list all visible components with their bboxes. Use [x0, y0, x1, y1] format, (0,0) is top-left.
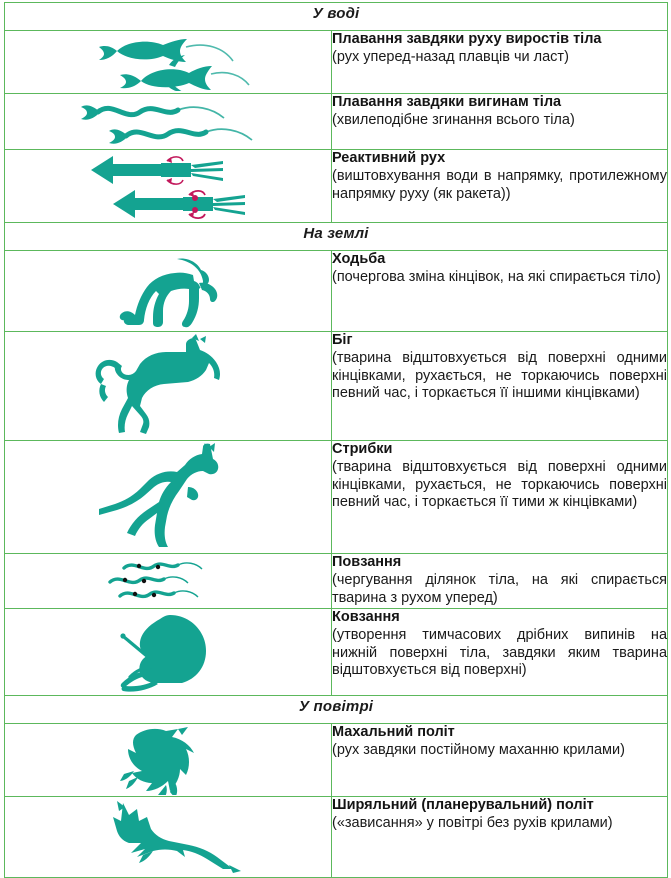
movement-title: Ковзання	[332, 609, 400, 625]
section-header-land	[5, 223, 668, 251]
text-cell-jet-propulsion	[332, 150, 668, 223]
section-header-air-label: У повітрі	[5, 696, 668, 724]
icon-cell-flapping-bird	[5, 724, 332, 797]
worms-icon	[5, 554, 331, 608]
icon-cell-baboon	[5, 251, 332, 332]
icon-cell-kangaroo	[5, 441, 332, 554]
kangaroo-icon	[5, 441, 331, 553]
text-cell-crawling	[332, 554, 668, 609]
movement-title: Повзання	[332, 554, 402, 570]
table-row	[5, 441, 668, 554]
table-row	[5, 609, 668, 696]
two-eels-icon	[5, 94, 331, 149]
icon-cell-two-fish	[5, 31, 332, 94]
movement-title: Ходьба	[332, 251, 386, 267]
table-row	[5, 797, 668, 878]
table-row	[5, 724, 668, 797]
section-header-water	[5, 3, 668, 31]
movement-description: (утворення тимчасових дрібних випинів на нижній поверхні тіла, завдяки яким тварина відштовхується від поверхні)	[332, 627, 668, 678]
movement-title: Реактивний рух	[332, 150, 446, 166]
movement-description: (хвилеподібне згинання всього тіла)	[332, 112, 575, 129]
movement-title: Біг	[332, 332, 353, 348]
movement-description: (рух уперед-назад плавців чи ласт)	[332, 49, 569, 66]
icon-cell-worms	[5, 554, 332, 609]
icon-cell-snail	[5, 609, 332, 696]
text-cell-jumping	[332, 441, 668, 554]
two-squid-icon	[5, 150, 331, 222]
flapping-bird-icon	[5, 724, 331, 796]
horse-icon	[5, 332, 331, 440]
text-cell-walking	[332, 251, 668, 332]
movement-description: (рух завдяки постійному маханню крилами)	[332, 742, 625, 759]
icon-cell-soaring-eagle	[5, 797, 332, 878]
movement-description: («зависання» у повітрі без рухів крилами)	[332, 815, 613, 832]
icon-cell-two-squid	[5, 150, 332, 223]
text-cell-flapping-flight	[332, 724, 668, 797]
icon-cell-horse	[5, 332, 332, 441]
table-row	[5, 554, 668, 609]
movement-description: (чергування ділянок тіла, на які спирається тварина з рухом уперед)	[332, 572, 668, 606]
movement-description: (тварина відштовхується від поверхні одними кінцівками, рухається, не торкаючись поверхні певний час, і торкається її тими ж кінцівками)	[332, 459, 668, 510]
movement-title: Плавання завдяки руху виростів тіла	[332, 31, 602, 47]
movement-title: Стрибки	[332, 441, 393, 457]
text-cell-swimming-appendages	[332, 31, 668, 94]
text-cell-soaring-flight	[332, 797, 668, 878]
text-cell-running	[332, 332, 668, 441]
section-header-water-label: У воді	[5, 3, 668, 31]
table-row	[5, 251, 668, 332]
table-row	[5, 31, 668, 94]
text-cell-gliding	[332, 609, 668, 696]
table-row	[5, 94, 668, 150]
section-header-air	[5, 696, 668, 724]
snail-icon	[5, 609, 331, 695]
section-header-land-label: На землі	[5, 223, 668, 251]
icon-cell-two-eels	[5, 94, 332, 150]
soaring-eagle-icon	[5, 797, 331, 877]
movement-types-table	[4, 2, 668, 878]
movement-description: (почергова зміна кінцівок, на які спирається тіло)	[332, 269, 661, 286]
two-fish-icon	[5, 31, 331, 93]
table-row	[5, 332, 668, 441]
movement-title: Ширяльний (планерувальний) політ	[332, 797, 594, 813]
baboon-icon	[5, 251, 331, 331]
table-row	[5, 150, 668, 223]
movement-title: Плавання завдяки вигинам тіла	[332, 94, 562, 110]
text-cell-swimming-body-bends	[332, 94, 668, 150]
movement-title: Махальний політ	[332, 724, 455, 740]
movement-description: (виштовхування води в напрямку, протилежному напрямку руху (як ракета))	[332, 168, 668, 202]
movement-description: (тварина відштовхується від поверхні одними кінцівками, рухається, не торкаючись поверхні певний час, і торкається її іншими кінцівками)	[332, 350, 668, 401]
